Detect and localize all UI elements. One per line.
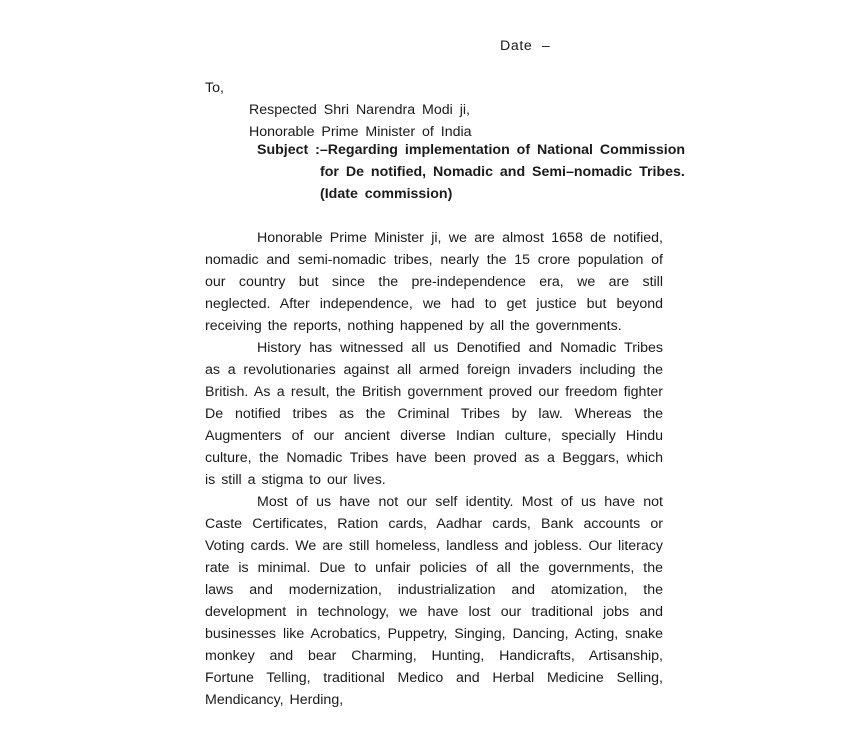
recipient-line-2: Honorable Prime Minister of India — [249, 124, 472, 140]
subject-line-2: for De notified, Nomadic and Semi–nomadic Tribes. — [320, 164, 685, 180]
body-paragraph-1 — [205, 227, 663, 337]
body-paragraph-1-text: Honorable Prime Minister ji, we are almost 1658 de notified, nomadic and semi-nomadic tribes, nearly the 15 crore population of our country but since the pre-independence era, we are still neglected. After independence, we had to get justice but beyond receiving the reports, nothing happened by all the governments. — [205, 230, 663, 334]
recipient-line-1: Respected Shri Narendra Modi ji, — [249, 102, 470, 118]
body-paragraph-3 — [205, 491, 663, 711]
letter-body — [205, 227, 663, 711]
body-paragraph-3-text: Most of us have not our self identity. Most of us have not Caste Certificates, Ration cards, Aadhar cards, Bank accounts or Voting cards. We are still homeless, landless and jobless. Our literacy rate is minimal. Due to unfair policies of all the governments, the laws and modernization, industrialization and atomization, the development in technology, we have lost our traditional jobs and businesses like Acrobatics, Puppetry, Singing, Dancing, Acting, snake monkey and bear Charming, Hunting, Handicrafts, Artisanship, Fortune Telling, traditional Medico and Herbal Medicine Selling, Mendicancy, Herding, — [205, 494, 663, 708]
subject-line-1: Subject :–Regarding implementation of National Commission — [257, 142, 686, 158]
body-paragraph-2-text: History has witnessed all us Denotified and Nomadic Tribes as a revolutionaries against all armed foreign invaders including the British. As a result, the British government proved our freedom fighter De notified tribes as the Criminal Tribes by law. Whereas the Augmenters of our ancient diverse Indian culture, specially Hindu culture, the Nomadic Tribes have been proved as a Beggars, which is still a stigma to our lives. — [205, 340, 663, 488]
date-label: Date – — [500, 38, 551, 54]
body-paragraph-2 — [205, 337, 663, 491]
subject-line-3: (Idate commission) — [320, 186, 453, 202]
salutation: To, — [205, 80, 224, 96]
